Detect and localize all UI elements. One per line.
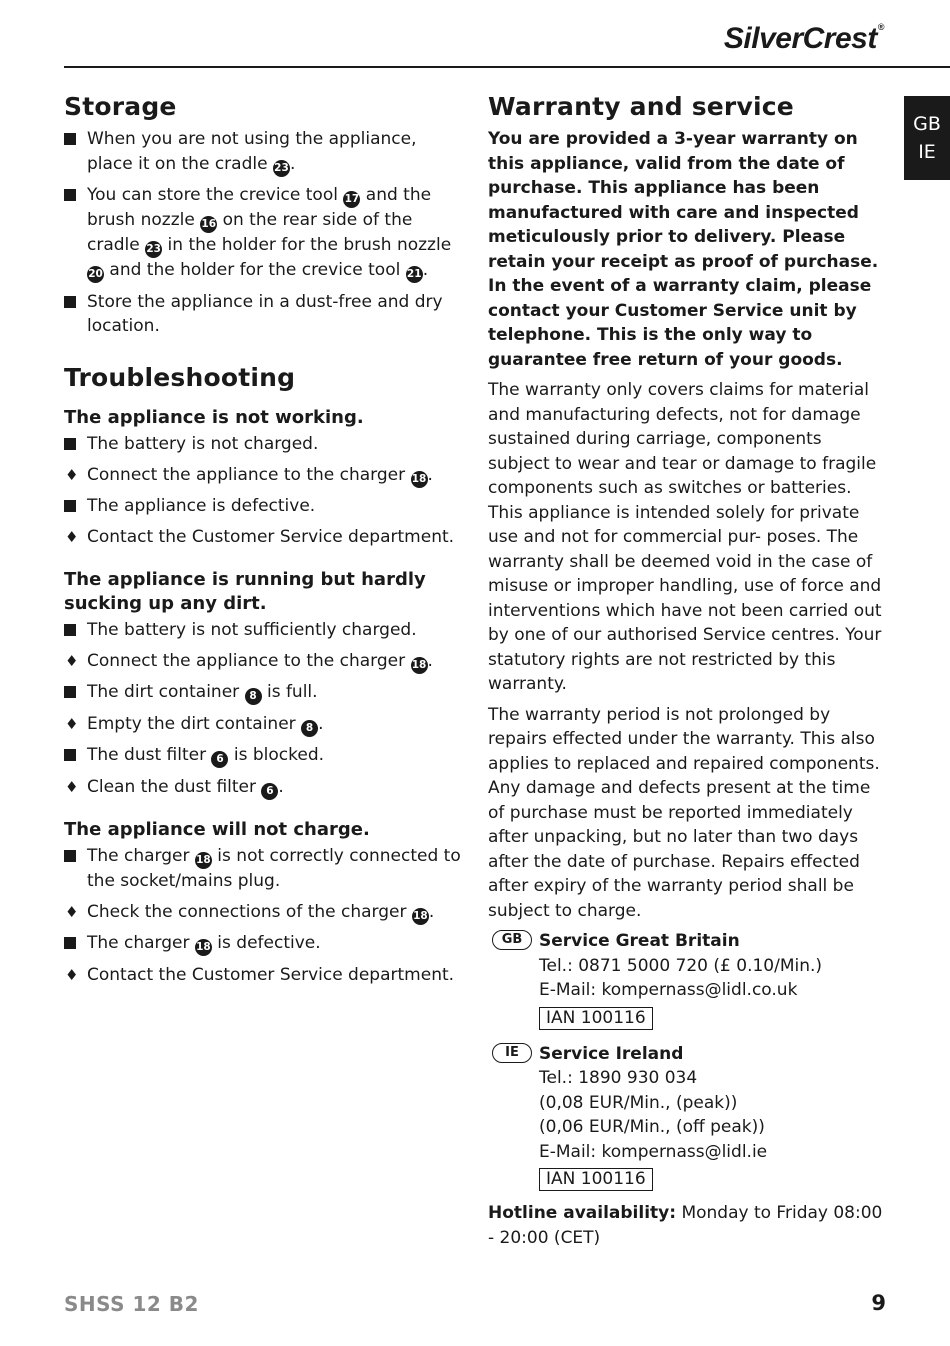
diamond-bullet-icon: ♦ bbox=[65, 902, 79, 921]
warranty-heading: Warranty and service bbox=[488, 92, 794, 121]
solution-item bbox=[64, 649, 464, 674]
service-title: Service Ireland bbox=[539, 1043, 684, 1064]
lang-code-ie: IE bbox=[918, 141, 936, 163]
diamond-bullet-icon: ♦ bbox=[65, 714, 79, 733]
item-text: Connect the appliance to the charger bbox=[87, 464, 411, 485]
item-text: . bbox=[427, 464, 433, 485]
square-bullet-icon bbox=[64, 850, 76, 862]
square-bullet-icon bbox=[64, 749, 76, 761]
item-text: is full. bbox=[261, 682, 318, 702]
storage-item bbox=[64, 127, 464, 177]
item-text: is defective. bbox=[211, 933, 321, 953]
item-text: The charger bbox=[87, 845, 195, 866]
item-text: The battery is not sufficiently charged. bbox=[87, 619, 417, 640]
troubleshooting-group bbox=[64, 568, 464, 800]
service-contact-line: Tel.: 1890 930 034 bbox=[539, 1068, 698, 1088]
right-column bbox=[488, 92, 888, 1256]
brand-logo: SilverCrest® bbox=[723, 22, 884, 55]
storage-item bbox=[64, 290, 464, 339]
item-text: . bbox=[278, 776, 284, 797]
diamond-bullet-icon: ♦ bbox=[65, 528, 79, 546]
part-number-badge: 21 bbox=[406, 266, 423, 283]
square-bullet-icon bbox=[64, 686, 76, 698]
item-text: The charger bbox=[87, 933, 195, 953]
square-bullet-icon bbox=[64, 296, 76, 308]
square-bullet-icon bbox=[64, 624, 76, 636]
storage-heading: Storage bbox=[64, 92, 177, 121]
part-number-badge: 18 bbox=[195, 852, 212, 869]
problem-title: The appliance will not charge. bbox=[64, 818, 370, 840]
header-rule bbox=[64, 66, 950, 68]
part-number-badge: 6 bbox=[211, 751, 228, 768]
item-text: You can store the crevice tool bbox=[87, 185, 344, 205]
solution-item bbox=[64, 963, 464, 988]
warranty-intro: You are provided a 3-year warranty on this appliance, valid from the date of purchase. This appliance has been manufactured with care and inspected meticulously prior to delivery. Please retain your receipt as proof of purchase. In the event of a warranty claim, please contact your Customer Service unit by telephone. This is the only way to guarantee free return of your goods. bbox=[488, 129, 879, 370]
item-text: When you are not using the appliance, place it on the cradle bbox=[87, 129, 417, 174]
cause-item bbox=[64, 432, 464, 457]
item-text: is blocked. bbox=[228, 745, 325, 765]
diamond-bullet-icon: ♦ bbox=[65, 651, 79, 670]
hotline-label: Hotline availability: bbox=[488, 1203, 677, 1223]
troubleshooting-group bbox=[64, 406, 464, 550]
service-block bbox=[488, 1042, 888, 1202]
item-text: Check the connections of the charger bbox=[87, 901, 412, 922]
footer-model: SHSS 12 B2 bbox=[64, 1292, 199, 1316]
solution-item bbox=[64, 525, 464, 550]
solution-item bbox=[64, 775, 464, 800]
item-text: is not correctly connected to the socket/mains plug. bbox=[87, 845, 461, 891]
item-text: Clean the dust filter bbox=[87, 776, 262, 797]
service-contact-line: E-Mail: kompernass@lidl.ie bbox=[539, 1141, 768, 1162]
cause-item bbox=[64, 618, 464, 643]
item-text: Connect the appliance to the charger bbox=[87, 650, 411, 671]
item-text: Empty the dirt container bbox=[87, 713, 302, 734]
diamond-bullet-icon: ♦ bbox=[65, 465, 79, 484]
square-bullet-icon bbox=[64, 189, 76, 201]
lang-code-gb: GB bbox=[913, 113, 941, 135]
part-number-badge: 17 bbox=[343, 191, 360, 208]
service-contacts bbox=[488, 929, 888, 1201]
item-text: . bbox=[428, 901, 435, 922]
service-title: Service Great Britain bbox=[539, 931, 740, 951]
page-number: 9 bbox=[871, 1291, 886, 1315]
item-text: Contact the Customer Service department. bbox=[87, 527, 455, 547]
problem-title: The appliance is running but hardly sucking up any dirt. bbox=[64, 568, 426, 614]
service-contact-line: (0,06 EUR/Min., (off peak)) bbox=[539, 1117, 765, 1137]
part-number-badge: 8 bbox=[301, 720, 318, 737]
part-number-badge: 20 bbox=[87, 266, 104, 283]
troubleshooting-heading: Troubleshooting bbox=[64, 362, 296, 392]
part-number-badge: 16 bbox=[200, 216, 217, 233]
storage-item bbox=[64, 183, 464, 283]
item-text: . bbox=[289, 153, 296, 174]
item-text: The dust filter bbox=[87, 745, 212, 765]
item-text: and the brush nozzle bbox=[87, 185, 432, 230]
part-number-badge: 18 bbox=[411, 471, 428, 488]
item-text: . bbox=[422, 260, 429, 280]
cause-item bbox=[64, 494, 464, 519]
country-badge: GB bbox=[492, 930, 532, 950]
square-bullet-icon bbox=[64, 438, 76, 450]
item-text: and the holder for the crevice tool bbox=[104, 260, 406, 280]
solution-item bbox=[64, 712, 464, 737]
cause-fix-list bbox=[64, 618, 464, 800]
storage-list bbox=[64, 127, 464, 339]
service-block bbox=[488, 929, 888, 1040]
solution-item bbox=[64, 900, 464, 925]
service-contact-line: Tel.: 0871 5000 720 (£ 0.10/Min.) bbox=[539, 955, 823, 976]
item-text: . bbox=[318, 713, 324, 734]
square-bullet-icon bbox=[64, 500, 76, 512]
diamond-bullet-icon: ♦ bbox=[65, 777, 79, 796]
part-number-badge: 8 bbox=[245, 688, 262, 705]
item-text: The dirt container bbox=[87, 682, 245, 702]
cause-item bbox=[64, 844, 464, 894]
part-number-badge: 18 bbox=[195, 939, 212, 956]
problem-title: The appliance is not working. bbox=[64, 406, 364, 428]
troubleshooting-groups bbox=[64, 406, 464, 988]
item-text: Store the appliance in a dust-free and dry location. bbox=[87, 291, 443, 336]
item-text: The appliance is defective. bbox=[87, 496, 316, 516]
part-number-badge: 23 bbox=[273, 160, 290, 177]
part-number-badge: 18 bbox=[412, 908, 429, 925]
service-contact-line: (0,08 EUR/Min., (peak)) bbox=[539, 1092, 738, 1113]
item-text: in the holder for the brush nozzle bbox=[162, 235, 452, 255]
country-badge: IE bbox=[492, 1043, 532, 1063]
ian-number: IAN 100116 bbox=[539, 1007, 653, 1030]
item-text: Contact the Customer Service department. bbox=[87, 964, 455, 985]
item-text: The battery is not charged. bbox=[87, 433, 319, 454]
hotline bbox=[488, 1201, 888, 1250]
cause-item bbox=[64, 680, 464, 705]
part-number-badge: 6 bbox=[261, 783, 278, 800]
solution-item bbox=[64, 463, 464, 488]
item-text: . bbox=[427, 650, 433, 671]
part-number-badge: 18 bbox=[411, 657, 428, 674]
hotline-text: Monday to Friday 08:00 - 20:00 (CET) bbox=[488, 1203, 883, 1248]
troubleshooting-group bbox=[64, 818, 464, 988]
left-column bbox=[64, 92, 464, 1005]
warranty-period: The warranty period is not prolonged by repairs effected under the warranty. This also applies to replaced and repaired components. Any damage and defects present at the time of purchase must be reported immediately after unpacking, but no later than two days after the date of purchase. Repairs effected after expiry of the warranty period shall be subject to charge. bbox=[488, 704, 880, 921]
item-text: on the rear side of the cradle bbox=[87, 210, 413, 255]
cause-fix-list bbox=[64, 844, 464, 988]
ian-number: IAN 100116 bbox=[539, 1168, 653, 1191]
square-bullet-icon bbox=[64, 133, 76, 145]
part-number-badge: 23 bbox=[145, 241, 162, 258]
cause-item bbox=[64, 743, 464, 768]
language-tab bbox=[904, 96, 950, 180]
warranty-coverage: The warranty only covers claims for material and manufacturing defects, not for damage sustained during carriage, components subject to wear and tear or damage to fragile components such as switches or batteries. This appliance is intended solely for private use and not for commercial pur- poses. The warranty shall be deemed void in the case of misuse or improper handling, use of force and interventions which have not been carried out by one of our authorised Service centres. Your statutory rights are not restricted by this warranty. bbox=[488, 380, 882, 694]
cause-fix-list bbox=[64, 432, 464, 550]
cause-item bbox=[64, 931, 464, 956]
service-contact-line: E-Mail: kompernass@lidl.co.uk bbox=[539, 980, 798, 1000]
square-bullet-icon bbox=[64, 937, 76, 949]
diamond-bullet-icon: ♦ bbox=[65, 965, 79, 984]
